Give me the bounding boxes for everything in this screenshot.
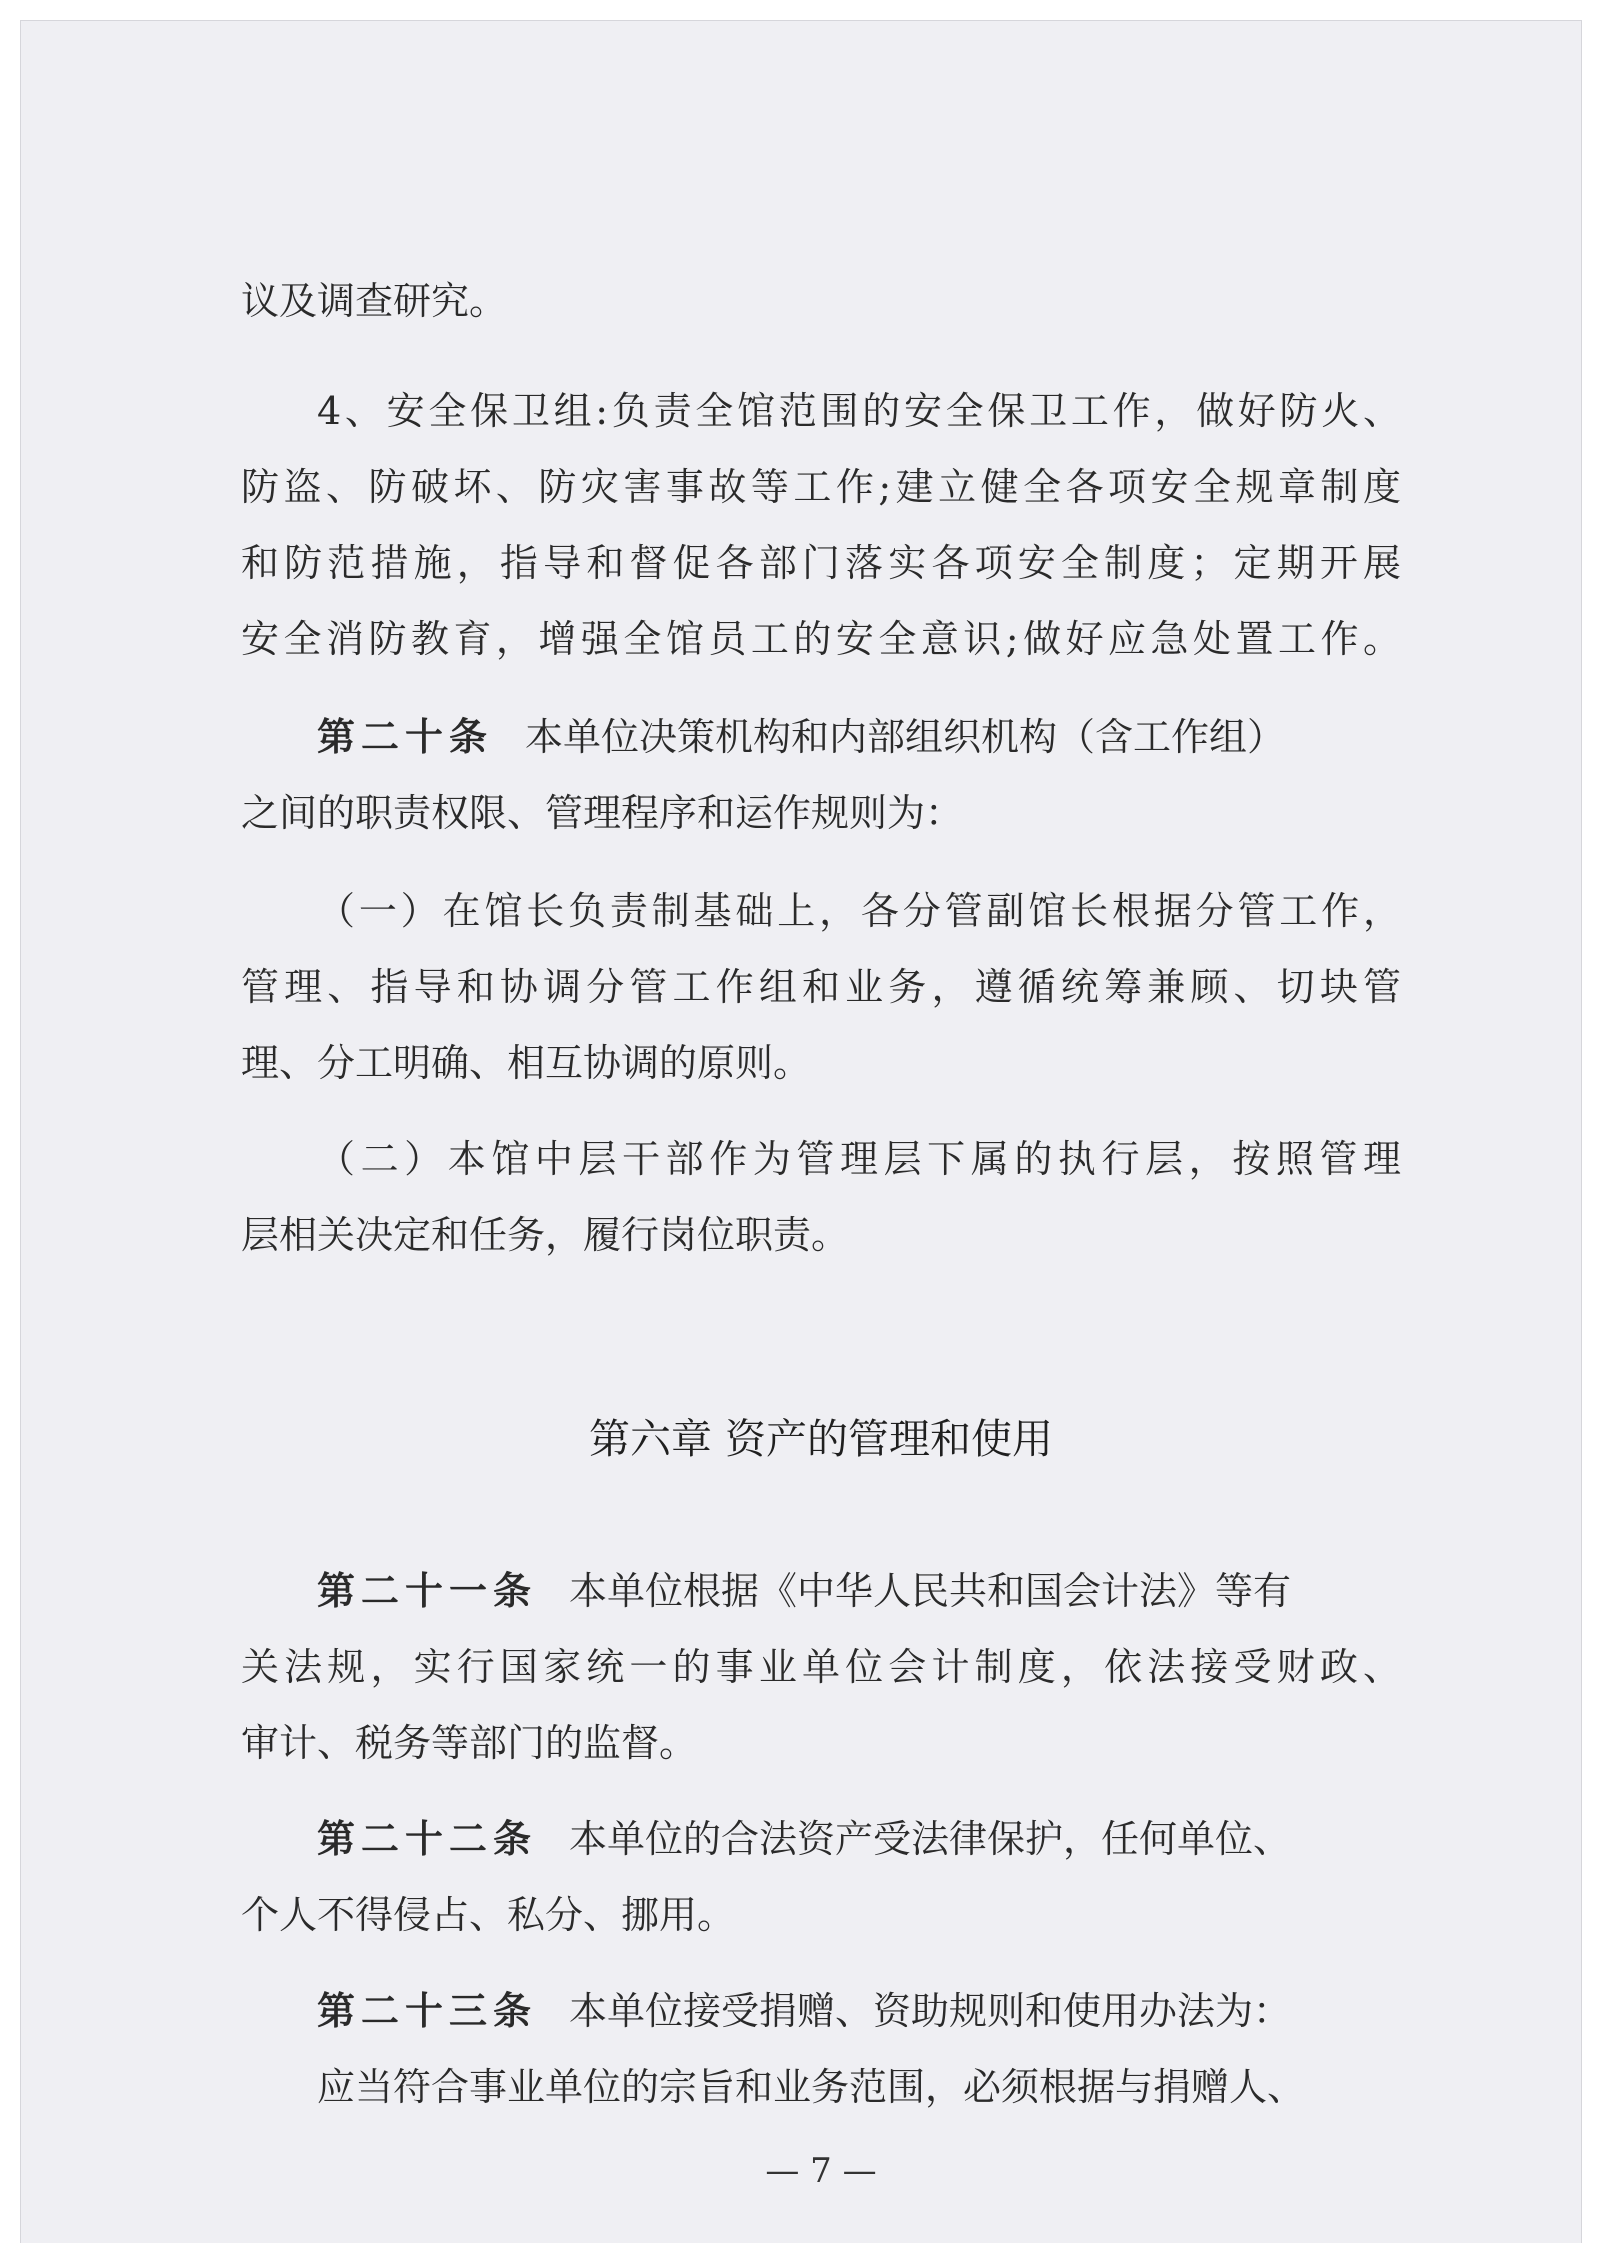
paragraph-line: （二）本馆中层干部作为管理层下属的执行层，按照管理 [317,1137,1401,1181]
chapter-heading: 第六章 资产的管理和使用 [588,1415,1054,1463]
article-text: 本单位的合法资产受法律保护，任何单位、 [569,1817,1292,1861]
paragraph-line: 4、安全保卫组:负责全馆范围的安全保卫工作，做好防火、 [317,389,1401,433]
paragraph-line: 理、分工明确、相互协调的原则。 [241,1041,812,1085]
paragraph-line: 关法规，实行国家统一的事业单位会计制度，依法接受财政、 [241,1645,1401,1689]
paragraph-line: 应当符合事业单位的宗旨和业务范围，必须根据与捐赠人、 [317,2065,1306,2109]
paragraph-line: 和防范措施，指导和督促各部门落实各项安全制度；定期开展 [241,541,1401,585]
paragraph-line: 个人不得侵占、私分、挪用。 [241,1893,736,1937]
document-page [20,20,1582,2243]
paragraph-line: 安全消防教育，增强全馆员工的安全意识;做好应急处置工作。 [241,617,1401,661]
article-21-first-line [317,1566,1291,1616]
paragraph-line: 管理、指导和协调分管工作组和业务，遵循统筹兼顾、切块管 [241,965,1401,1009]
article-number: 第二十条 [317,715,494,759]
article-text: 本单位接受捐赠、资助规则和使用办法为： [569,1989,1292,2033]
paragraph-line: 审计、税务等部门的监督。 [241,1721,698,1765]
article-23-first-line [317,1986,1291,2036]
article-22-first-line [317,1814,1291,1864]
paragraph-line: 之间的职责权限、管理程序和运作规则为： [241,791,964,835]
page-number: — 7 — [765,2151,877,2191]
paragraph-line: 议及调查研究。 [241,279,508,323]
article-text: 本单位根据《中华人民共和国会计法》等有 [569,1569,1292,1613]
article-text: 本单位决策机构和内部组织机构（含工作组） [525,715,1286,759]
paragraph-line: 层相关决定和任务，履行岗位职责。 [241,1213,850,1257]
article-number: 第二十三条 [317,1989,538,2033]
article-20-first-line [317,712,1285,762]
paragraph-line: 防盗、防破坏、防灾害事故等工作;建立健全各项安全规章制度 [241,465,1401,509]
article-number: 第二十二条 [317,1817,538,1861]
article-number: 第二十一条 [317,1569,538,1613]
paragraph-line: （一）在馆长负责制基础上，各分管副馆长根据分管工作， [317,889,1401,933]
